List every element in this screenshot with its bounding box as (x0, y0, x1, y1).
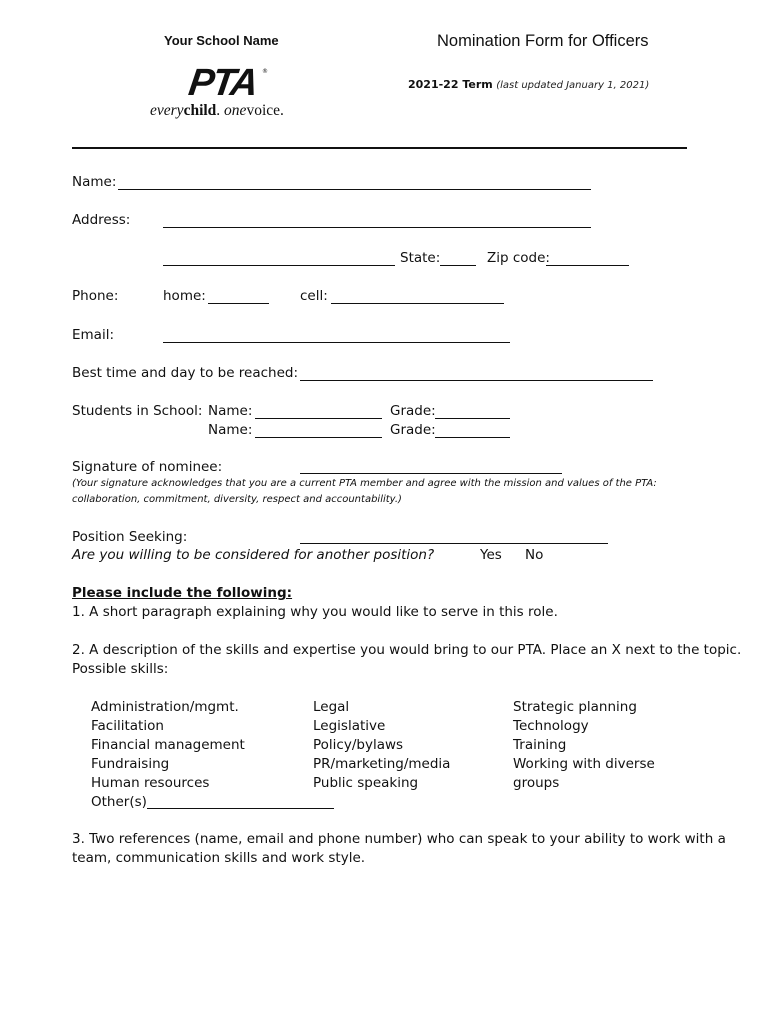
student-1-grade-field[interactable] (435, 418, 510, 419)
address-line-1-field[interactable] (163, 227, 591, 228)
tagline-end: . (280, 102, 284, 119)
students-label: Students in School: (72, 403, 203, 419)
student-2-name-label: Name: (208, 422, 253, 438)
skill-public-speaking[interactable]: Public speaking (313, 775, 419, 791)
another-position-question: Are you willing to be considered for another position? (72, 547, 435, 563)
include-item-2-line-1: 2. A description of the skills and expertise you would bring to our PTA. Place an X next to the topic. (72, 642, 742, 658)
skill-administration[interactable]: Administration/mgmt. (91, 699, 239, 715)
student-2-grade-label: Grade: (390, 422, 436, 438)
skill-legislative[interactable]: Legislative (313, 718, 386, 734)
skill-pr-marketing-media[interactable]: PR/marketing/media (313, 756, 451, 772)
term-line (408, 78, 649, 91)
no-option[interactable]: No (525, 547, 544, 563)
signature-label: Signature of nominee: (72, 459, 223, 475)
school-name: Your School Name (164, 33, 279, 48)
name-label: Name: (72, 174, 117, 190)
skill-other[interactable]: Other(s) (91, 794, 147, 810)
pta-logo: PTA (186, 62, 260, 104)
phone-label: Phone: (72, 288, 119, 304)
position-label: Position Seeking: (72, 529, 188, 545)
student-1-name-field[interactable] (255, 418, 382, 419)
signature-note-line-2: collaboration, commitment, diversity, respect and accountability.) (72, 494, 402, 505)
include-item-3-line-1: 3. Two references (name, email and phone number) who can speak to your ability to work with a (72, 831, 726, 847)
student-2-name-field[interactable] (255, 437, 382, 438)
skill-working-with-diverse[interactable]: Working with diverse (513, 756, 655, 772)
tagline-every: every (150, 102, 184, 119)
address-line-2-field[interactable] (163, 265, 395, 266)
registered-mark: ® (262, 68, 268, 75)
tagline-one: one (224, 102, 247, 119)
tagline-voice: voice (246, 102, 281, 119)
skill-training[interactable]: Training (513, 737, 567, 753)
student-1-name-label: Name: (208, 403, 253, 419)
skill-facilitation[interactable]: Facilitation (91, 718, 164, 734)
include-item-2-line-2: Possible skills: (72, 661, 169, 677)
name-field[interactable] (118, 189, 591, 190)
form-title: Nomination Form for Officers (437, 32, 649, 50)
include-item-3-line-2: team, communication skills and work style. (72, 850, 366, 866)
skill-fundraising[interactable]: Fundraising (91, 756, 170, 772)
cell-phone-field[interactable] (331, 303, 504, 304)
position-field[interactable] (300, 543, 608, 544)
cell-phone-label: cell: (300, 288, 328, 304)
signature-note-line-1: (Your signature acknowledges that you are a current PTA member and agree with the mission and values of the PTA: (72, 478, 657, 489)
tagline-child: child (183, 102, 217, 119)
signature-field[interactable] (300, 473, 562, 474)
home-phone-field[interactable] (208, 303, 269, 304)
home-phone-label: home: (163, 288, 206, 304)
student-1-grade-label: Grade: (390, 403, 436, 419)
best-time-field[interactable] (300, 380, 653, 381)
skill-working-with-diverse-cont: groups (513, 775, 560, 791)
skill-financial-management[interactable]: Financial management (91, 737, 245, 753)
tagline-sep: . (216, 102, 225, 119)
email-label: Email: (72, 327, 115, 343)
last-updated: (last updated January 1, 2021) (496, 80, 650, 91)
include-item-1: 1. A short paragraph explaining why you would like to serve in this role. (72, 604, 558, 620)
zip-field[interactable] (546, 265, 629, 266)
yes-option[interactable]: Yes (480, 547, 502, 563)
include-heading: Please include the following: (72, 585, 293, 601)
skill-strategic-planning[interactable]: Strategic planning (513, 699, 637, 715)
email-field[interactable] (163, 342, 510, 343)
state-label: State: (400, 250, 441, 266)
best-time-label: Best time and day to be reached: (72, 365, 299, 381)
skill-policy-bylaws[interactable]: Policy/bylaws (313, 737, 404, 753)
term-label: 2021-22 Term (408, 78, 493, 91)
zip-label: Zip code: (487, 250, 550, 266)
header-divider (72, 147, 687, 149)
skill-human-resources[interactable]: Human resources (91, 775, 210, 791)
pta-tagline (150, 102, 284, 120)
skill-other-field[interactable] (147, 808, 334, 809)
student-2-grade-field[interactable] (435, 437, 510, 438)
state-field[interactable] (440, 265, 476, 266)
address-label: Address: (72, 212, 131, 228)
skill-legal[interactable]: Legal (313, 699, 350, 715)
skill-technology[interactable]: Technology (513, 718, 589, 734)
